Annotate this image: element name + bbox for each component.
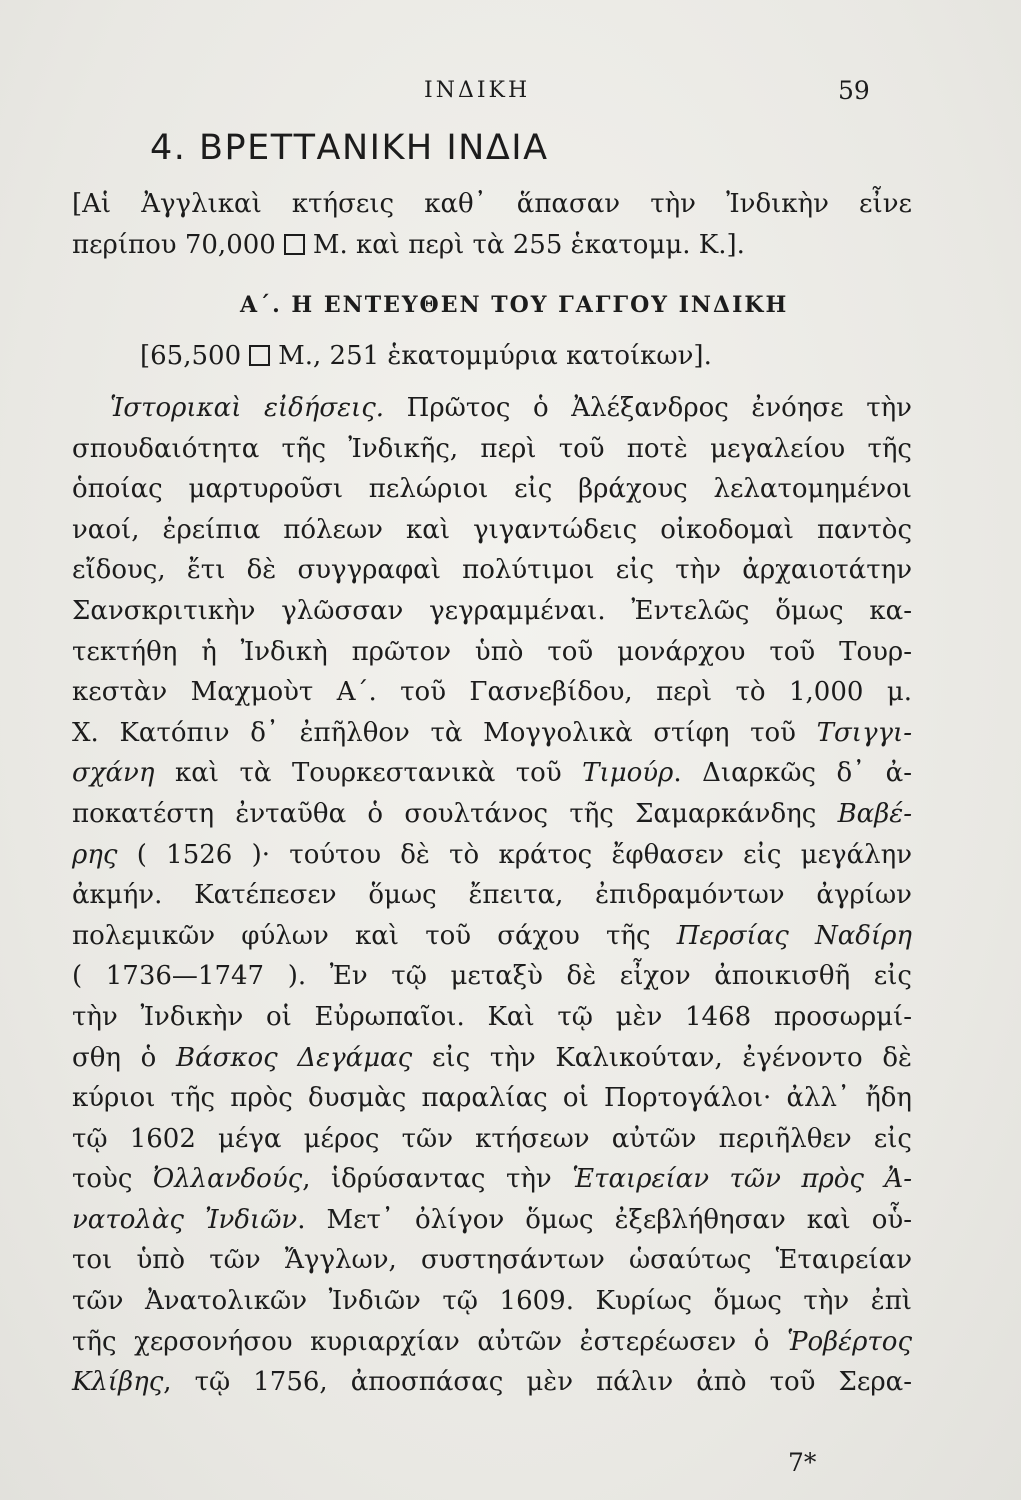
body-line-5: εἴδους, ἔτι δὲ συγγραφαὶ πολύτιμοι εἰς τὴν ἀρχαιοτάτην [72,555,912,586]
body-line-10 [72,753,912,794]
intro-note [72,184,912,265]
subheading: Α΄. Η ΕΝΤΕΥΘΕΝ ΤΟΥ ΓΑΓΓΟΥ ΙΝΔΙΚΗ [240,292,789,318]
name-italic: Τσιγγι- [816,717,912,748]
rubric: Ἱστορικαὶ εἰδήσεις. [110,393,385,423]
body-line-9-text: Χ. Κατόπιν δ᾽ ἐπῆλθον τὰ Μογγολικὰ στίφη τοῦ [72,717,817,748]
body-line-7: τεκτήθη ἡ Ἰνδικὴ πρῶτον ὑπὸ τοῦ μονάρχου τοῦ Τουρ- [72,636,912,667]
body-line-1-rest: Πρῶτος ὁ Ἀλέξανδρος ἐνόησε τὴν [384,393,912,423]
body-line-3: ὁποίας μαρτυροῦσι πελώριοι εἰς βράχους λελατομημένοι [72,474,912,505]
name-italic: Βάσκος Δεγάμας [176,1042,413,1073]
body-line-24-text: τῆς χερσονήσου κυριαρχίαν αὐτῶν ἐστερέωσεν ὁ [72,1326,787,1357]
page-number: 59 [838,76,870,105]
population-area: [65,500 [140,341,242,371]
intro-line-1: [Αἱ Ἀγγλικαὶ κτήσεις καθ᾽ ἅπασαν τὴν Ἰνδικὴν εἶνε [72,189,912,219]
running-title: ΙΝΔΙΚΗ [424,78,531,103]
body-line-23: τῶν Ἀνατολικῶν Ἰνδιῶν τῷ 1609. Κυρίως ὅμως τὴν ἐπὶ [72,1286,912,1317]
name-italic: σχάνη [72,758,155,789]
body-line-20-text: , ἱδρύσαντας τὴν [302,1164,573,1195]
name-italic: Περσίας Ναδίρη [676,920,912,951]
name-italic: Κλίβης [72,1367,164,1398]
name-italic: νατολὰς Ἰνδιῶν [72,1204,298,1235]
area-value: περίπου 70,000 [72,229,276,260]
body-line-14 [72,916,912,957]
population-rest: Μ., 251 ἑκατομμύρια κατοίκων]. [278,341,712,371]
name-italic: Τιμούρ [582,758,674,789]
name-italic: Ῥοβέρτος [786,1326,912,1357]
body-line-6: Σανσκριτικὴν γλῶσσαν γεγραμμέναι. Ἐντελῶς ὅμως κα- [72,595,912,626]
body-line-19: τῷ 1602 μέγα μέρος τῶν κτήσεων αὐτῶν περιῆλθεν εἰς [72,1123,912,1154]
body-line-17-text: σθη ὁ [72,1042,177,1073]
body-line-2: σπουδαιότητα τῆς Ἰνδικῆς, περὶ τοῦ ποτὲ μεγαλείου τῆς [72,433,912,464]
body-line-24 [72,1322,912,1363]
body-line-11 [72,794,912,835]
section-title: 4. ΒΡΕΤΤΑΝΙΚΗ ΙΝΔΙΑ [150,128,549,168]
body-line-12-text: ( 1526 )· τούτου δὲ τὸ κράτος ἔφθασεν εἰς μεγάλην [117,839,912,870]
body-line-11-text: ποκατέστη ἐνταῦθα ὁ σουλτάνος τῆς Σαμαρκάνδης [72,798,838,829]
name-italic: Ὀλλανδούς [152,1164,303,1195]
square-symbol-icon [284,234,305,255]
body-line-1 [72,388,912,429]
body-line-15: ( 1736—1747 ). Ἐν τῷ μεταξὺ δὲ εἶχον ἀποικισθῆ εἰς [72,961,912,992]
body-line-10-text: . Διαρκῶς δ᾽ ἀ- [673,758,912,789]
signature-mark: 7* [788,1448,817,1477]
body-line-18: κύριοι τῆς πρὸς δυσμὰς παραλίας οἱ Πορτογάλοι· ἀλλ᾽ ἤδη [72,1083,912,1114]
population-note [140,336,840,377]
body-line-4: ναοί, ἐρείπια πόλεων καὶ γιγαντώδεις οἰκοδομαὶ παντὸς [72,514,912,545]
body-line-20-text: τοὺς [72,1164,153,1195]
name-italic: ρης [72,839,118,870]
body-line-9 [72,713,912,754]
body-line-21-text: . Μετ᾽ ὀλίγον ὅμως ἐξεβλήθησαν καὶ οὗ- [297,1204,912,1235]
body-line-22: τοι ὑπὸ τῶν Ἄγγλων, συστησάντων ὡσαύτως Ἑταιρείαν [72,1245,912,1276]
body-line-20 [72,1159,912,1200]
name-italic: Βαβέ- [837,798,912,829]
body-line-10-text: καὶ τὰ Τουρκεστανικὰ τοῦ [154,758,583,789]
body-line-25-text: , τῷ 1756, ἀποσπάσας μὲν πάλιν ἀπὸ τοῦ Σερα- [163,1367,912,1398]
name-italic: Ἑταιρείαν τῶν πρὸς Ἀ- [572,1164,912,1195]
running-head [0,78,1021,112]
square-symbol-icon [249,345,270,366]
intro-line-2-rest: Μ. καὶ περὶ τὰ 255 ἑκατομμ. Κ.]. [312,229,745,260]
intro-line-2 [72,225,912,266]
body-line-21 [72,1200,912,1241]
body-line-14-text: πολεμικῶν φύλων καὶ τοῦ σάχου τῆς [72,920,677,951]
population-line [140,336,840,377]
body-text [72,388,912,1403]
body-line-12 [72,835,912,876]
body-line-16: τὴν Ἰνδικὴν οἱ Εὐρωπαῖοι. Καὶ τῷ μὲν 1468 προσωρμί- [72,1001,912,1032]
body-line-17-text: εἰς τὴν Καλικούταν, ἐγένοντο δὲ [412,1042,912,1073]
body-line-17 [72,1038,912,1079]
body-line-25 [72,1362,912,1403]
body-line-8: κεστὰν Μαχμοὺτ Α΄. τοῦ Γασνεβίδου, περὶ τὸ 1,000 μ. [72,677,912,708]
body-line-13: ἀκμήν. Κατέπεσεν ὅμως ἔπειτα, ἐπιδραμόντων ἀγρίων [72,880,912,911]
